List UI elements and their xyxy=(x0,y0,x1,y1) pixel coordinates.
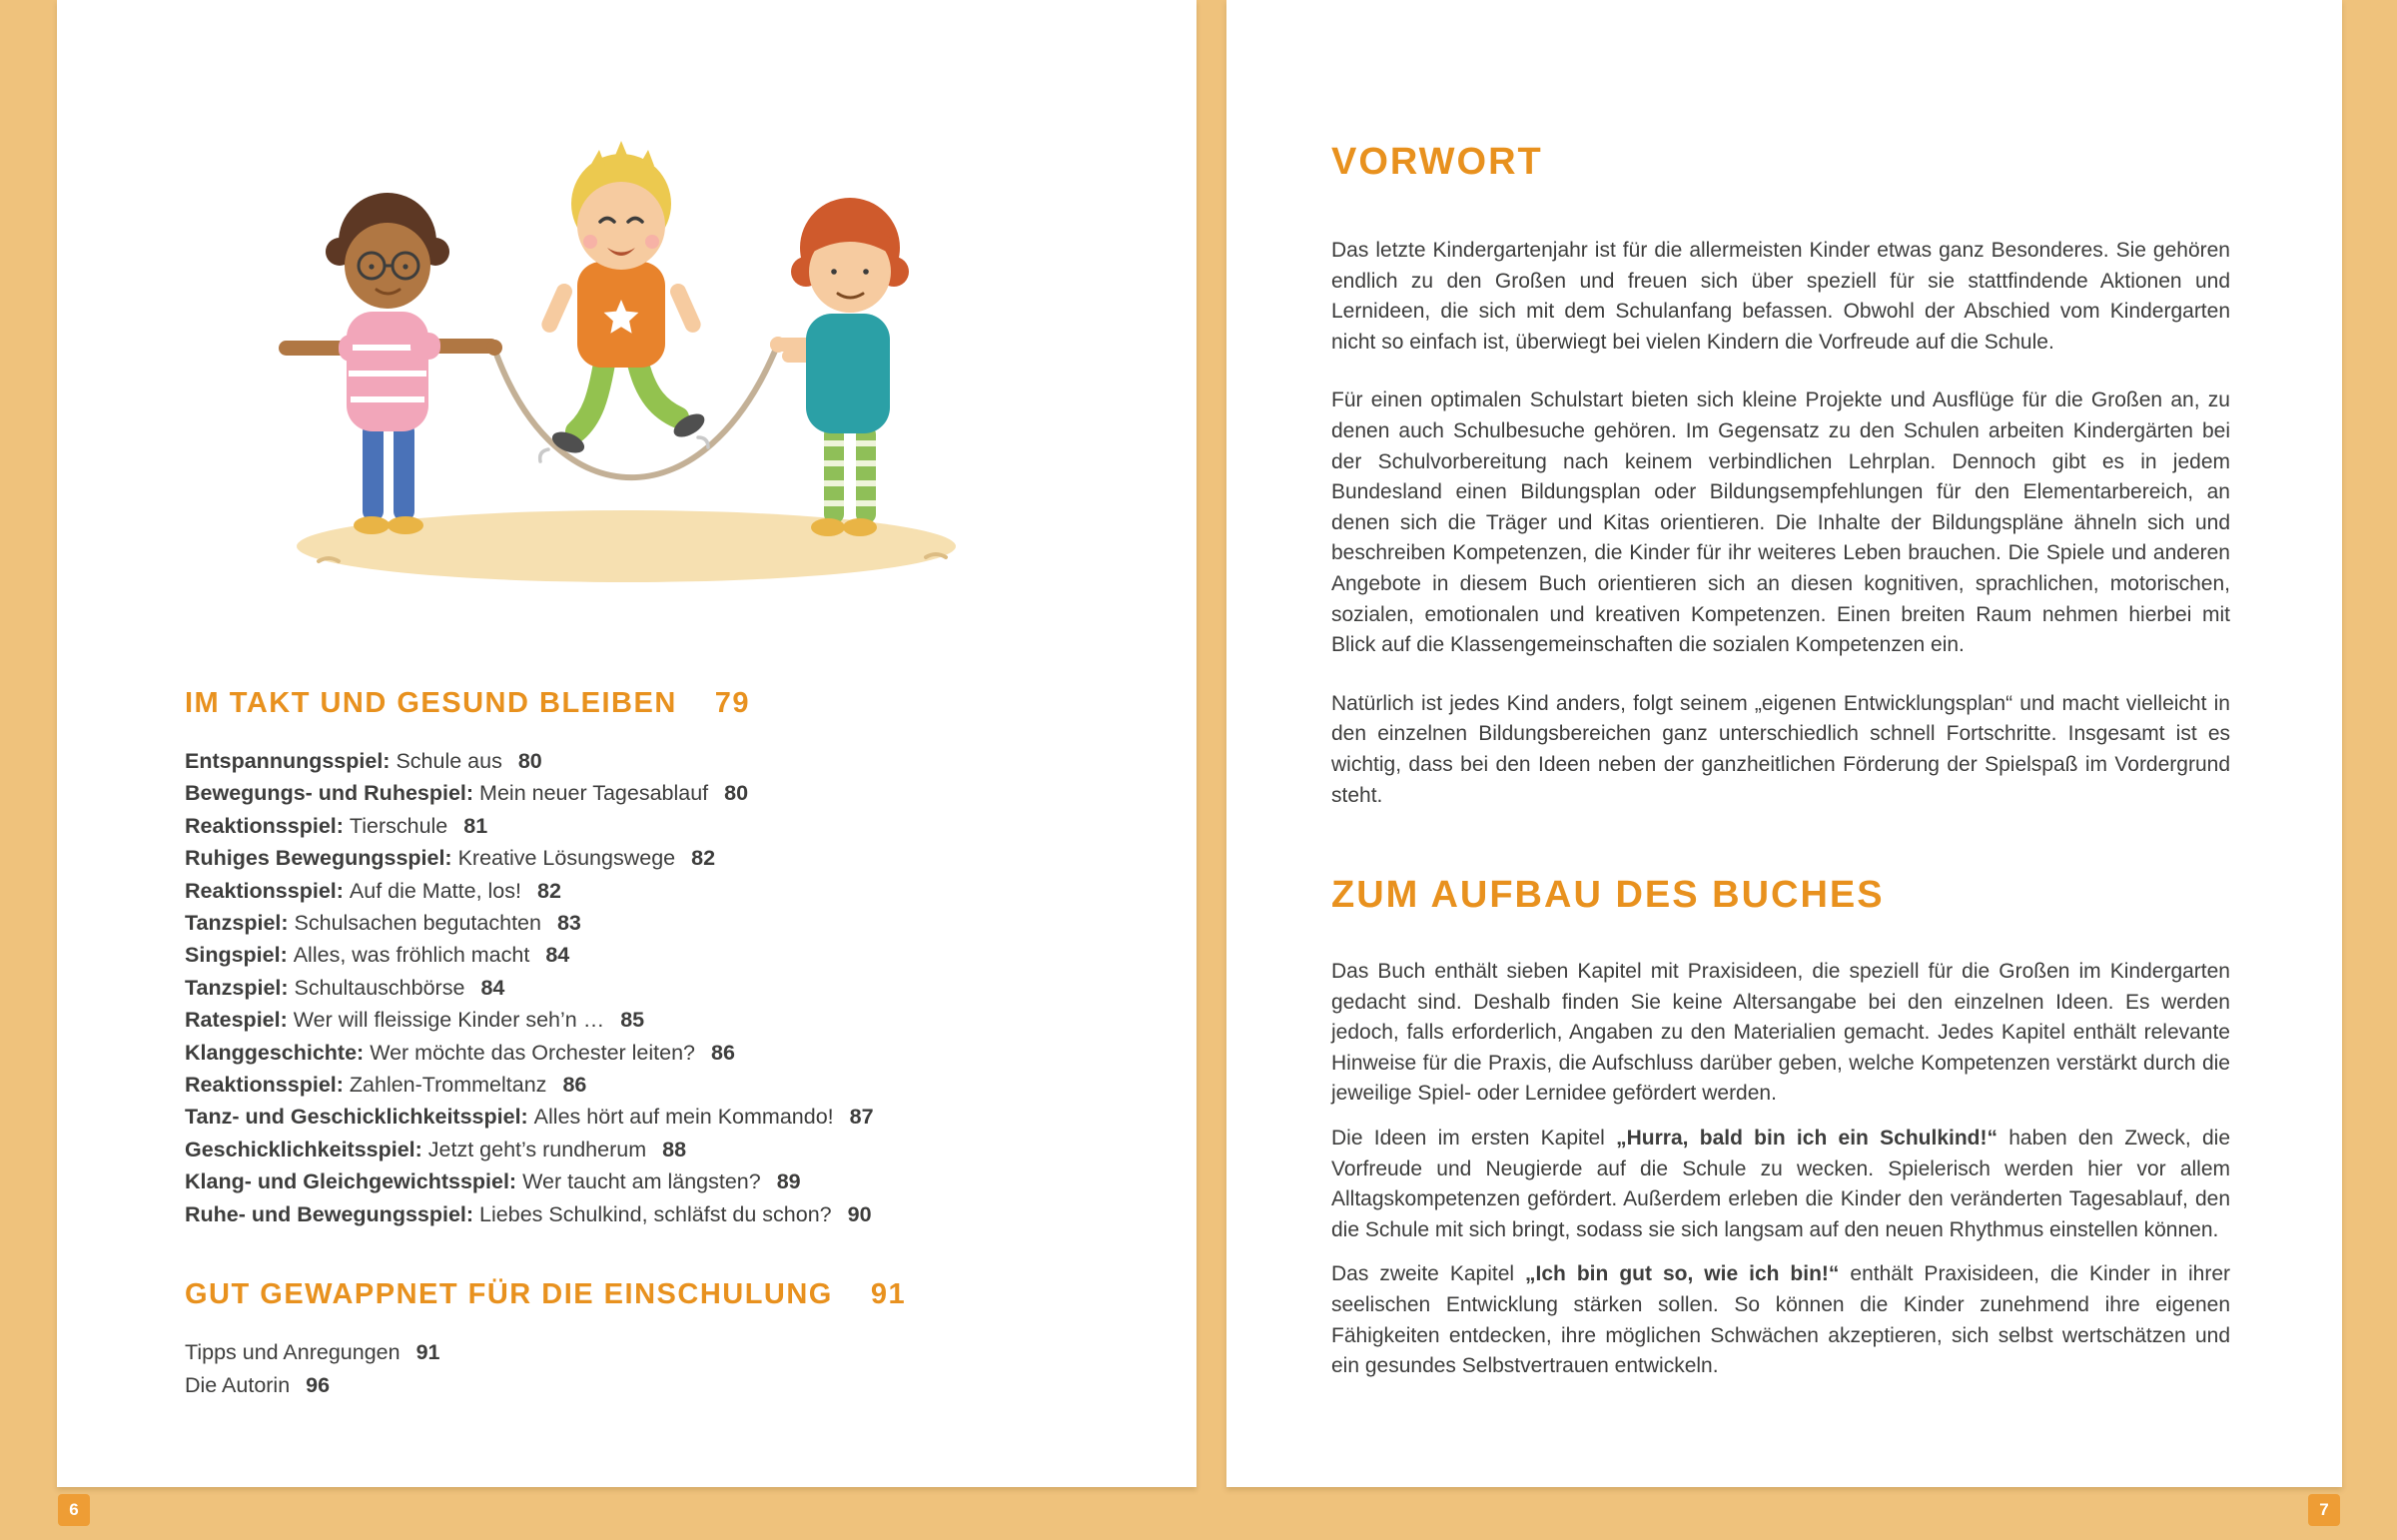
toc-entry-label: Reaktionsspiel: xyxy=(185,1073,350,1098)
text-run: haben den Zweck, die Vorfreude und Neugierde auf die Schule zu wecken. Spielerisch werden hier vor allem Alltagskompetenzen gefördert. Außerdem erleben die Kinder den veränderten Tagesablauf, den die Schule mit sich bringt, sodass sie sich langsam auf den neuen Rhythmus einstellen können. xyxy=(1331,1127,2231,1241)
toc-entry-title: Kreative Lösungswege xyxy=(457,846,676,871)
toc-entry-page-number: 86 xyxy=(711,1040,735,1065)
toc-entry xyxy=(185,1198,1154,1230)
toc-entry-label: Ruhiges Bewegungsspiel: xyxy=(185,846,458,871)
toc-entry-page-number: 90 xyxy=(847,1201,872,1226)
toc-entry xyxy=(185,1134,1154,1165)
text-run: Für einen optimalen Schulstart bieten sich kleine Projekte und Ausflüge für die Großen an, zu denen auch Schulbesuche gehören. Im Gegensatz zu den Schulen arbeiten Kindergärten bei der Schulvorbereitung nach keinem verbindlichen Lehrplan. Dennoch gibt es in jedem Bundesland einen Bildungsplan oder Bildungsempfehlungen für den Elementarbereich, an denen sich die Träger und Kitas orientieren. Die Inhalte der Bildungspläne ähneln sich und beschreiben Kompetenzen, die Kinder für ihr weiteres Leben brauchen. Die Spiele und anderen Angebote in diesem Buch orientieren sich an diesen kognitiven, sprachlichen, motorischen, sozialen, emotionalen und kreativen Kompetenzen. Einen breiten Raum nehmen hierbei mit Blick auf die Klassengemeinschaften die sozialen Kompetenzen ein. xyxy=(1331,388,2230,657)
toc-entry-title: Schulsachen begutachten xyxy=(294,911,541,936)
toc-entry-page-number: 89 xyxy=(776,1169,801,1194)
text-run: Das zweite Kapitel xyxy=(1331,1262,1526,1286)
toc-entry-page-number: 82 xyxy=(536,878,561,903)
toc-entry-title: Liebes Schulkind, schläfst du schon? xyxy=(479,1201,832,1226)
toc-entry xyxy=(185,810,1154,842)
toc-entry-label: Klanggeschichte: xyxy=(185,1040,371,1065)
table-of-contents xyxy=(185,685,1154,1402)
right-page-content xyxy=(1331,140,2230,1396)
toc-entry xyxy=(185,972,1154,1004)
toc-entry xyxy=(185,1165,1154,1197)
toc-entry-page-number: 84 xyxy=(480,975,505,1000)
paragraph xyxy=(1331,385,2230,660)
toc-section-page-number: 91 xyxy=(870,1278,907,1311)
toc-entry-page-number: 88 xyxy=(662,1137,687,1161)
toc-entry-title: Tierschule xyxy=(349,813,448,838)
text-section xyxy=(1331,140,2230,811)
toc-entry-label: Tanzspiel: xyxy=(185,975,295,1000)
toc-entry-page-number: 82 xyxy=(691,846,716,871)
text-run: Die Ideen im ersten Kapitel xyxy=(1331,1127,1617,1151)
toc-entry-title: Auf die Matte, los! xyxy=(349,878,521,903)
toc-entry-label: Singspiel: xyxy=(185,943,294,968)
text-run: enthält Praxisideen, die Kinder in ihrer seelischen Entwicklung stärken sollen. So können die Kinder zunehmend ihre eigenen Fähigkeiten entdecken, ihre möglichen Schwächen akzeptieren, sich selbst wertschätzen und ein gesundes Selbstvertrauen entwickeln. xyxy=(1331,1262,2231,1378)
toc-entry xyxy=(185,939,1154,971)
toc-entry xyxy=(185,1069,1154,1101)
toc-entry-label: Entspannungsspiel: xyxy=(185,749,397,773)
toc-entry-label: Ruhe- und Bewegungsspiel: xyxy=(185,1201,480,1226)
toc-entry-label: Geschicklichkeitsspiel: xyxy=(185,1137,428,1161)
text-run: Das Buch enthält sieben Kapitel mit Praxisideen, die speziell für die Großen im Kindergarten gedacht sind. Deshalb finden Sie keine Altersangabe bei den einzelnen Ideen. Es werden jedoch, falls erforderlich, Angaben zu den Materialien gemacht. Jedes Kapitel enthält relevante Hinweise für die Praxis, die Aufschluss darüber geben, welche Kompetenzen verstärkt durch die jeweilige Spiel- oder Lernidee gefördert werden. xyxy=(1331,960,2230,1106)
toc-entry-page-number: 96 xyxy=(306,1373,331,1398)
toc-entry xyxy=(185,1369,1154,1402)
toc-section-page-number: 79 xyxy=(714,687,751,719)
toc-entry-title: Mein neuer Tagesablauf xyxy=(479,781,709,806)
toc-entry xyxy=(185,745,1154,777)
right-page xyxy=(1226,0,2342,1487)
toc-entry-title: Wer taucht am längsten? xyxy=(522,1169,761,1194)
toc-entry-page-number: 81 xyxy=(463,813,488,838)
bold-text-run: „Ich bin gut so, wie ich bin!“ xyxy=(1525,1262,1840,1286)
text-section xyxy=(1331,873,2230,1382)
toc-entry-label: Tanzspiel: xyxy=(185,911,295,936)
paragraph xyxy=(1331,1124,2230,1245)
toc-entry-label: Tanz- und Geschicklichkeitsspiel: xyxy=(185,1105,534,1130)
section-heading: ZUM AUFBAU DES BUCHES xyxy=(1331,874,1885,917)
toc-section-title: IM TAKT UND GESUND BLEIBEN xyxy=(185,687,677,719)
left-page xyxy=(57,0,1197,1487)
toc-entry xyxy=(185,1101,1154,1133)
toc-entry xyxy=(185,842,1154,874)
text-run: Das letzte Kindergartenjahr ist für die allermeisten Kinder etwas ganz Besonderes. Sie gehören endlich zu den Großen und freuen sich über speziell für sie stattfindende Aktionen und Lernideen, die sich mit dem Schulanfang befassen. Obwohl der Abschied vom Kindergarten nicht so einfach ist, überwiegt bei vielen Kindern die Vorfreude auf die Schule. xyxy=(1331,239,2230,354)
paragraph xyxy=(1331,957,2230,1110)
toc-entry-title: Schule aus xyxy=(396,749,502,773)
toc-list xyxy=(185,745,1154,1230)
toc-entry-title: Alles, was fröhlich macht xyxy=(293,943,530,968)
toc-entry-title: Zahlen-Trommeltanz xyxy=(349,1073,547,1098)
toc-entry-page-number: 80 xyxy=(724,781,749,806)
toc-entry-page-number: 83 xyxy=(556,911,581,936)
toc-entry-label: Reaktionsspiel: xyxy=(185,878,350,903)
paragraph xyxy=(1331,1259,2230,1381)
jump-rope-illustration xyxy=(227,92,1016,611)
right-page-number-badge: 7 xyxy=(2308,1494,2340,1526)
toc-section-title: GUT GEWAPPNET FÜR DIE EINSCHULUNG xyxy=(185,1278,833,1311)
toc-entry-title: Jetzt geht’s rundherum xyxy=(427,1137,647,1161)
toc-entry-title: Wer will fleissige Kinder seh’n … xyxy=(293,1008,605,1033)
toc-entry xyxy=(185,1336,1154,1369)
left-page-number-badge: 6 xyxy=(58,1494,90,1526)
toc-section xyxy=(185,685,1154,1230)
toc-entry-page-number: 80 xyxy=(517,749,542,773)
text-run: Natürlich ist jedes Kind anders, folgt seinem „eigenen Entwicklungsplan“ und macht vielleicht in den einzelnen Bildungsbereichen ganz unterschiedlich schnell Fortschritte. Insgesamt ist es wichtig, dass bei den Ideen neben der ganzheitlichen Förderung der Spielspaß im Vordergrund steht. xyxy=(1331,691,2230,807)
toc-entry xyxy=(185,875,1154,907)
toc-entry xyxy=(185,1037,1154,1069)
toc-entry-page-number: 86 xyxy=(562,1073,587,1098)
toc-list xyxy=(185,1336,1154,1402)
toc-entry-label: Ratespiel: xyxy=(185,1008,294,1033)
toc-entry xyxy=(185,907,1154,939)
toc-entry xyxy=(185,777,1154,809)
section-heading: VORWORT xyxy=(1331,141,1543,183)
toc-section-heading xyxy=(185,685,1154,721)
toc-entry-page-number: 85 xyxy=(620,1008,645,1033)
toc-entry-title: Schultauschbörse xyxy=(294,975,465,1000)
paragraph xyxy=(1331,689,2230,811)
jump-rope-illustration-svg xyxy=(227,92,1016,611)
toc-section xyxy=(185,1276,1154,1402)
toc-entry-label: Klang- und Gleichgewichtsspiel: xyxy=(185,1169,523,1194)
toc-entry-title: Wer möchte das Orchester leiten? xyxy=(370,1040,696,1065)
toc-entry-label: Bewegungs- und Ruhespiel: xyxy=(185,781,480,806)
toc-entry-page-number: 91 xyxy=(415,1340,440,1365)
toc-section-heading xyxy=(185,1276,1154,1312)
toc-entry-page-number: 84 xyxy=(545,943,570,968)
toc-entry-title: Die Autorin xyxy=(185,1373,291,1398)
toc-entry-page-number: 87 xyxy=(849,1105,874,1130)
bold-text-run: „Hurra, bald bin ich ein Schulkind!“ xyxy=(1616,1127,1998,1151)
toc-entry xyxy=(185,1004,1154,1036)
toc-entry-title: Tipps und Anregungen xyxy=(185,1340,400,1365)
paragraph xyxy=(1331,236,2230,358)
toc-entry-label: Reaktionsspiel: xyxy=(185,813,350,838)
toc-entry-title: Alles hört auf mein Kommando! xyxy=(533,1105,834,1130)
